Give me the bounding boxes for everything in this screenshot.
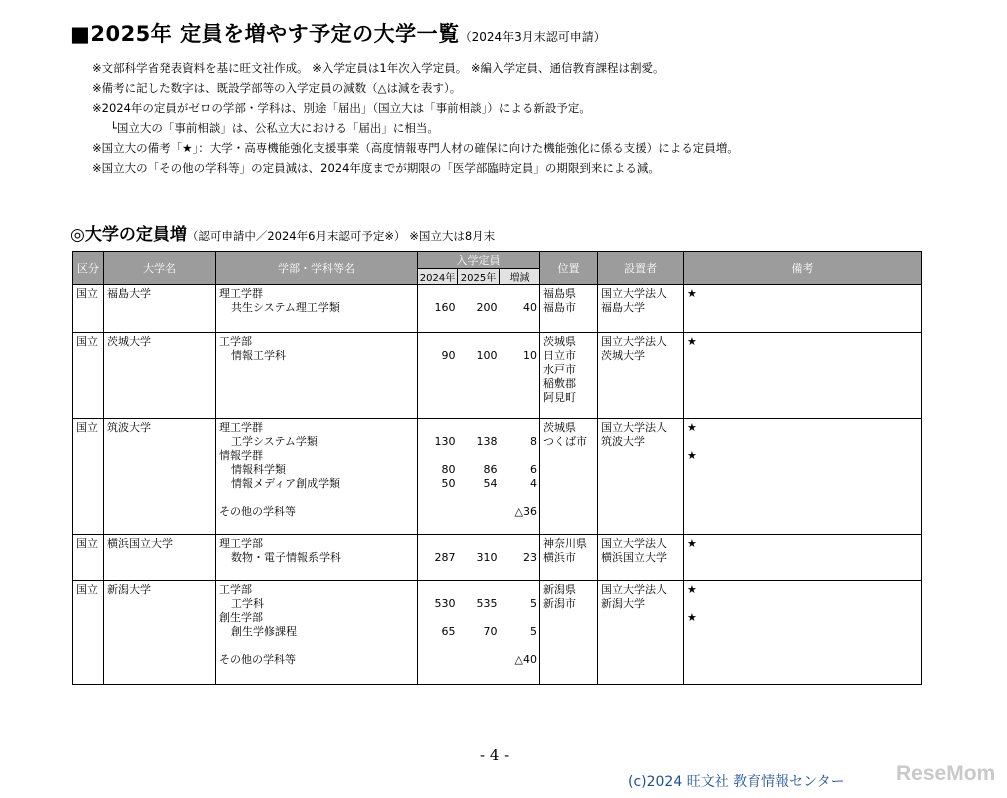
capacity-2024 bbox=[421, 537, 456, 551]
header-remarks: 備考 bbox=[684, 252, 922, 285]
capacity-2025: 70 bbox=[483, 625, 498, 638]
remark-star: ★ bbox=[687, 421, 697, 434]
notes-list bbox=[92, 58, 972, 178]
capacity-2024: 50 bbox=[441, 477, 456, 490]
department-name: 工学科 bbox=[231, 597, 264, 610]
cell-remarks bbox=[684, 581, 922, 685]
founder-text: 横浜国立大学 bbox=[601, 551, 667, 564]
kubun-text: 国立 bbox=[76, 287, 98, 300]
capacity-change: 23 bbox=[523, 551, 537, 564]
cell-department bbox=[216, 419, 418, 535]
founder-text: 筑波大学 bbox=[601, 435, 645, 448]
location-text: 日立市 bbox=[543, 349, 576, 362]
capacity-change: 40 bbox=[523, 301, 537, 314]
header-university: 大学名 bbox=[104, 252, 216, 285]
location-text: 水戸市 bbox=[543, 363, 576, 376]
cell-founder bbox=[598, 333, 684, 419]
department-name: 情報工学科 bbox=[231, 349, 286, 362]
note-line: ※2024年の定員がゼロの学部・学科は、別途「届出」（国立大は「事前相談」）による新設予定。 bbox=[92, 101, 591, 115]
cell-kubun bbox=[73, 419, 104, 535]
cell-department bbox=[216, 535, 418, 581]
capacity-change: 4 bbox=[530, 477, 537, 490]
table-row bbox=[73, 333, 922, 419]
capacity-2025: 86 bbox=[483, 463, 498, 476]
kubun-text: 国立 bbox=[76, 537, 98, 550]
cell-2025 bbox=[458, 285, 500, 333]
table-row bbox=[73, 581, 922, 685]
founder-text: 国立大学法人 bbox=[601, 287, 667, 300]
table-row bbox=[73, 419, 922, 535]
capacity-change bbox=[503, 449, 538, 463]
department-name: その他の学科等 bbox=[219, 653, 296, 666]
section-title-sub: （認可申請中／2024年6月末認可予定※） ※国立大は8月末 bbox=[186, 229, 496, 243]
department-name: 理工学群 bbox=[219, 287, 263, 300]
page-number: - 4 - bbox=[480, 746, 510, 764]
cell-change bbox=[500, 333, 540, 419]
cell-remarks bbox=[684, 419, 922, 535]
cell-change bbox=[500, 285, 540, 333]
table-row bbox=[73, 285, 922, 333]
capacity-change bbox=[503, 335, 538, 349]
capacity-2024: 287 bbox=[434, 551, 456, 564]
department-name: 共生システム理工学類 bbox=[231, 301, 340, 314]
capacity-change bbox=[503, 639, 538, 653]
title-sub: （2024年3月末認可申請） bbox=[459, 30, 606, 44]
header-location: 位置 bbox=[540, 252, 598, 285]
cell-founder bbox=[598, 581, 684, 685]
university-name: 筑波大学 bbox=[107, 421, 151, 434]
location-text: 稲敷郡 bbox=[543, 377, 576, 390]
cell-remarks bbox=[684, 535, 922, 581]
founder-text: 茨城大学 bbox=[601, 349, 645, 362]
capacity-2024 bbox=[421, 491, 456, 505]
table-body bbox=[73, 285, 922, 685]
capacity-2025: 200 bbox=[476, 301, 498, 314]
cell-2024 bbox=[418, 333, 458, 419]
capacity-2025 bbox=[461, 611, 498, 625]
cell-change bbox=[500, 419, 540, 535]
location-text: 茨城県 bbox=[543, 421, 576, 434]
capacity-2024 bbox=[421, 653, 456, 667]
remark-star bbox=[687, 491, 918, 505]
header-founder: 設置者 bbox=[598, 252, 684, 285]
capacity-change: △40 bbox=[514, 653, 537, 666]
remark-star bbox=[687, 301, 918, 315]
remark-star: ★ bbox=[687, 335, 697, 348]
table-row bbox=[73, 535, 922, 581]
university-name: 茨城大学 bbox=[107, 335, 151, 348]
capacity-2024 bbox=[421, 449, 456, 463]
location-text: 神奈川県 bbox=[543, 537, 587, 550]
cell-kubun bbox=[73, 581, 104, 685]
cell-kubun bbox=[73, 285, 104, 333]
capacity-change bbox=[503, 491, 538, 505]
founder-text: 福島大学 bbox=[601, 301, 645, 314]
department-name: 創生学修課程 bbox=[231, 625, 297, 638]
capacity-change: △36 bbox=[514, 505, 537, 518]
founder-text: 国立大学法人 bbox=[601, 537, 667, 550]
department-name bbox=[219, 639, 414, 653]
cell-change bbox=[500, 581, 540, 685]
note-line: └国立大の「事前相談」は、公私立大における「届出」に相当。 bbox=[110, 121, 439, 135]
capacity-2025: 100 bbox=[476, 349, 498, 362]
remark-star bbox=[687, 625, 918, 639]
department-name: 創生学部 bbox=[219, 611, 263, 624]
cell-location bbox=[540, 535, 598, 581]
department-name: 工学部 bbox=[219, 583, 252, 596]
kubun-text: 国立 bbox=[76, 583, 98, 596]
cell-department bbox=[216, 581, 418, 685]
capacity-2024: 530 bbox=[434, 597, 456, 610]
cell-2024 bbox=[418, 419, 458, 535]
capacity-2025: 54 bbox=[483, 477, 498, 490]
cell-2024 bbox=[418, 581, 458, 685]
capacity-2025: 535 bbox=[476, 597, 498, 610]
department-name: その他の学科等 bbox=[219, 505, 296, 518]
founder-text: 国立大学法人 bbox=[601, 421, 667, 434]
capacity-2025: 138 bbox=[476, 435, 498, 448]
capacity-2024 bbox=[421, 611, 456, 625]
capacity-2024: 80 bbox=[441, 463, 456, 476]
capacity-2025 bbox=[461, 505, 498, 519]
capacity-2025 bbox=[461, 653, 498, 667]
location-text: つくば市 bbox=[543, 435, 587, 448]
cell-kubun bbox=[73, 333, 104, 419]
capacity-2025 bbox=[461, 421, 498, 435]
university-name: 福島大学 bbox=[107, 287, 151, 300]
remark-star: ★ bbox=[687, 449, 697, 462]
table-header bbox=[73, 252, 922, 285]
department-name: 情報学群 bbox=[219, 449, 263, 462]
capacity-2024 bbox=[421, 505, 456, 519]
remark-star bbox=[687, 653, 918, 667]
header-change: 増減 bbox=[500, 269, 540, 285]
capacity-2024 bbox=[421, 583, 456, 597]
capacity-2025 bbox=[461, 639, 498, 653]
remark-star bbox=[687, 639, 918, 653]
capacity-2025: 310 bbox=[476, 551, 498, 564]
remark-star: ★ bbox=[687, 611, 697, 624]
title-main: ■2025年 定員を増やす予定の大学一覧 bbox=[70, 22, 460, 46]
section-title bbox=[70, 220, 495, 245]
header-department: 学部・学科等名 bbox=[216, 252, 418, 285]
capacity-2025 bbox=[461, 583, 498, 597]
founder-text: 新潟大学 bbox=[601, 597, 645, 610]
cell-2024 bbox=[418, 535, 458, 581]
remark-star: ★ bbox=[687, 537, 697, 550]
capacity-2025 bbox=[461, 537, 498, 551]
header-2024: 2024年 bbox=[418, 269, 458, 285]
capacity-change: 5 bbox=[530, 597, 537, 610]
department-name: 理工学部 bbox=[219, 537, 263, 550]
capacity-change: 10 bbox=[523, 349, 537, 362]
cell-remarks bbox=[684, 333, 922, 419]
university-name: 新潟大学 bbox=[107, 583, 151, 596]
cell-location bbox=[540, 419, 598, 535]
capacity-change: 8 bbox=[530, 435, 537, 448]
capacity-change bbox=[503, 537, 538, 551]
note-line: ※国立大の備考「★」：大学・高専機能強化支援事業（高度情報専門人材の確保に向けた機能強化に係る支援）による定員増。 bbox=[92, 141, 739, 155]
department-name: 情報メディア創成学類 bbox=[231, 477, 341, 490]
remark-star bbox=[687, 463, 918, 477]
capacity-2025 bbox=[461, 491, 498, 505]
capacity-2024: 130 bbox=[434, 435, 456, 448]
capacity-change: 6 bbox=[530, 463, 537, 476]
note-line: ※備考に記した数字は、既設学部等の入学定員の減数（△は減を表す）。 bbox=[92, 81, 462, 95]
page-title bbox=[70, 18, 606, 48]
header-capacity: 入学定員 bbox=[418, 252, 540, 269]
capacity-change bbox=[503, 287, 538, 301]
cell-remarks bbox=[684, 285, 922, 333]
cell-department bbox=[216, 285, 418, 333]
department-name: 数物・電子情報系学科 bbox=[231, 551, 341, 564]
copyright-text: (c)2024 旺文社 教育情報センター bbox=[628, 774, 845, 790]
remark-star bbox=[687, 349, 918, 363]
cell-2025 bbox=[458, 333, 500, 419]
cell-university bbox=[104, 581, 216, 685]
department-name: 工学部 bbox=[219, 335, 252, 348]
founder-text: 国立大学法人 bbox=[601, 583, 667, 596]
remark-star bbox=[687, 505, 918, 519]
cell-founder bbox=[598, 285, 684, 333]
note-line: ※文部科学省発表資料を基に旺文社作成。 ※入学定員は1年次入学定員。 ※編入学定員、通信教育課程は割愛。 bbox=[92, 61, 665, 75]
capacity-2024: 160 bbox=[434, 301, 456, 314]
remark-star bbox=[687, 597, 918, 611]
capacity-2024: 90 bbox=[441, 349, 456, 362]
remark-star: ★ bbox=[687, 287, 697, 300]
capacity-2024 bbox=[421, 421, 456, 435]
remark-star bbox=[687, 477, 918, 491]
remark-star bbox=[687, 551, 918, 565]
cell-2025 bbox=[458, 535, 500, 581]
department-name bbox=[219, 491, 414, 505]
resemom-watermark: ReseMom bbox=[896, 762, 996, 785]
cell-founder bbox=[598, 535, 684, 581]
capacity-2024 bbox=[421, 287, 456, 301]
remark-star bbox=[687, 435, 918, 449]
kubun-text: 国立 bbox=[76, 335, 98, 348]
department-name: 理工学群 bbox=[219, 421, 263, 434]
note-line: ※国立大の「その他の学科等」の定員減は、2024年度までが期限の「医学部臨時定員」の期限到来による減。 bbox=[92, 161, 660, 175]
cell-location bbox=[540, 285, 598, 333]
cell-university bbox=[104, 333, 216, 419]
kubun-text: 国立 bbox=[76, 421, 98, 434]
location-text: 新潟市 bbox=[543, 597, 576, 610]
header-kubun: 区分 bbox=[73, 252, 104, 285]
capacity-2024 bbox=[421, 335, 456, 349]
capacity-2025 bbox=[461, 335, 498, 349]
cell-2025 bbox=[458, 581, 500, 685]
department-name: 工学システム学類 bbox=[231, 435, 318, 448]
university-name: 横浜国立大学 bbox=[107, 537, 173, 550]
cell-founder bbox=[598, 419, 684, 535]
cell-2025 bbox=[458, 419, 500, 535]
capacity-change bbox=[503, 421, 538, 435]
cell-university bbox=[104, 535, 216, 581]
cell-kubun bbox=[73, 535, 104, 581]
cell-location bbox=[540, 333, 598, 419]
header-2025: 2025年 bbox=[458, 269, 500, 285]
capacity-change: 5 bbox=[530, 625, 537, 638]
location-text: 茨城県 bbox=[543, 335, 576, 348]
capacity-2025 bbox=[461, 449, 498, 463]
capacity-table bbox=[72, 251, 922, 685]
cell-department bbox=[216, 333, 418, 419]
cell-location bbox=[540, 581, 598, 685]
department-name: 情報科学類 bbox=[231, 463, 286, 476]
location-text: 福島市 bbox=[543, 301, 576, 314]
cell-change bbox=[500, 535, 540, 581]
capacity-2025 bbox=[461, 287, 498, 301]
remark-star: ★ bbox=[687, 583, 697, 596]
location-text: 新潟県 bbox=[543, 583, 576, 596]
cell-university bbox=[104, 419, 216, 535]
capacity-change bbox=[503, 611, 538, 625]
founder-text: 国立大学法人 bbox=[601, 335, 667, 348]
cell-university bbox=[104, 285, 216, 333]
capacity-change bbox=[503, 583, 538, 597]
section-title-main: ◎大学の定員増 bbox=[70, 225, 187, 245]
cell-2024 bbox=[418, 285, 458, 333]
capacity-2024 bbox=[421, 639, 456, 653]
location-text: 阿見町 bbox=[543, 391, 576, 404]
capacity-2024: 65 bbox=[441, 625, 456, 638]
location-text: 福島県 bbox=[543, 287, 576, 300]
location-text: 横浜市 bbox=[543, 551, 576, 564]
